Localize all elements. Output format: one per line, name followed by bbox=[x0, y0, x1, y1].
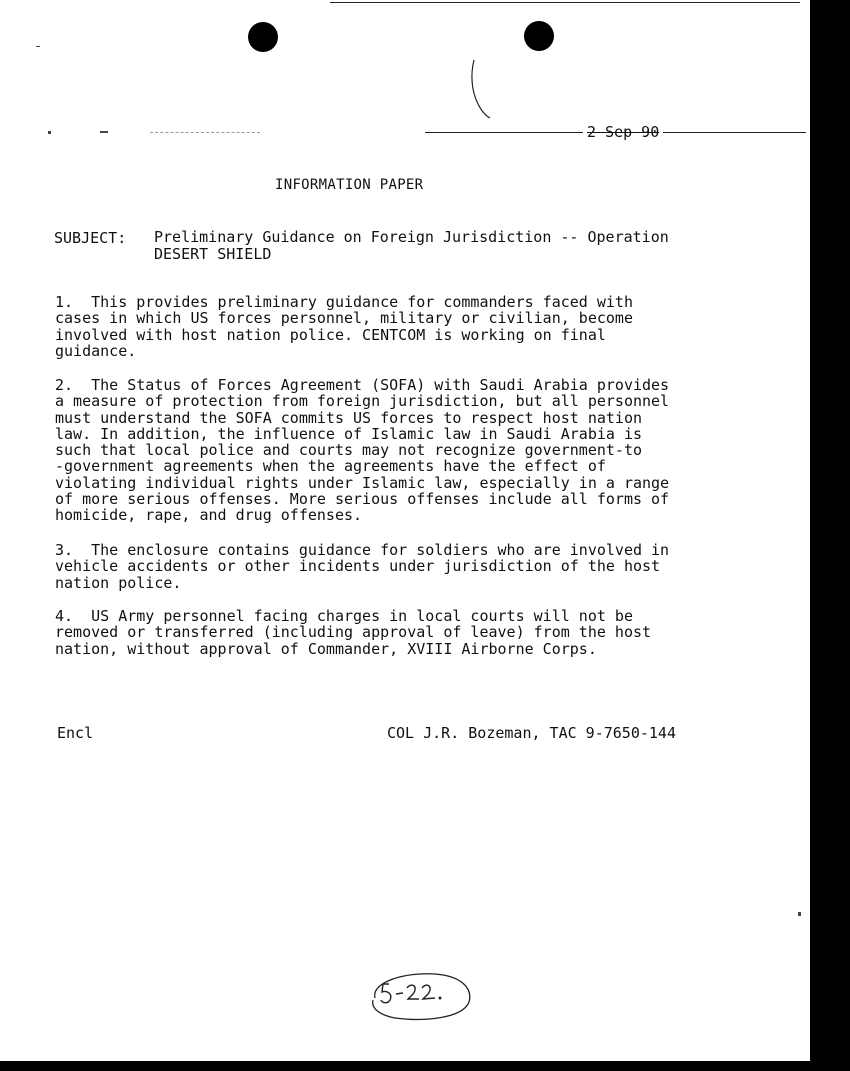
scan-edge-bottom bbox=[0, 1061, 850, 1071]
document-date: 2 Sep 90 bbox=[583, 123, 663, 141]
speck bbox=[798, 912, 801, 916]
pen-stroke-mark bbox=[466, 58, 496, 120]
scan-edge-gap bbox=[806, 0, 810, 1071]
enclosure-label: Encl bbox=[57, 724, 94, 742]
speck bbox=[36, 46, 40, 47]
handwritten-page-number bbox=[365, 968, 475, 1024]
paragraph-3: 3. The enclosure contains guidance for soldiers who are involved in vehicle accidents or other incidents under jurisdiction of the host nation police. bbox=[55, 541, 670, 592]
paragraph-2: 2. The Status of Forces Agreement (SOFA) with Saudi Arabia provides a measure of protection from foreign jurisdiction, but all personnel must understand the SOFA commits US forces to respect host nation law. In addition, the influence of Islamic law in Saudi Arabia is such that local police and courts may not recognize government-to -government agreements when the agreements have the effect of violating individual rights under Islamic law, especially in a range of more serious offenses. More serious offenses include all forms of homicide, rape, and drug offenses. bbox=[55, 376, 670, 525]
speck bbox=[100, 131, 108, 133]
top-scan-line bbox=[330, 2, 800, 3]
speck bbox=[48, 131, 51, 134]
scan-edge-right bbox=[808, 0, 850, 1071]
point-of-contact: COL J.R. Bozeman, TAC 9-7650-144 bbox=[387, 724, 676, 742]
paragraph-4: 4. US Army personnel facing charges in local courts will not be removed or transferred (including approval of leave) from the host nation, without approval of Commander, XVIII Airborne Corps. bbox=[55, 607, 652, 658]
punch-hole-right bbox=[524, 21, 554, 51]
paragraph-1: 1. This provides preliminary guidance for commanders faced with cases in which US forces personnel, military or civilian, become involved with host nation police. CENTCOM is working on final guidance. bbox=[55, 293, 633, 360]
document-title: INFORMATION PAPER bbox=[275, 177, 424, 193]
punch-hole-left bbox=[248, 22, 278, 52]
faint-dash-line bbox=[150, 132, 260, 133]
subject-label: SUBJECT: bbox=[54, 229, 127, 247]
subject-text: Preliminary Guidance on Foreign Jurisdiction -- Operation DESERT SHIELD bbox=[154, 228, 669, 263]
